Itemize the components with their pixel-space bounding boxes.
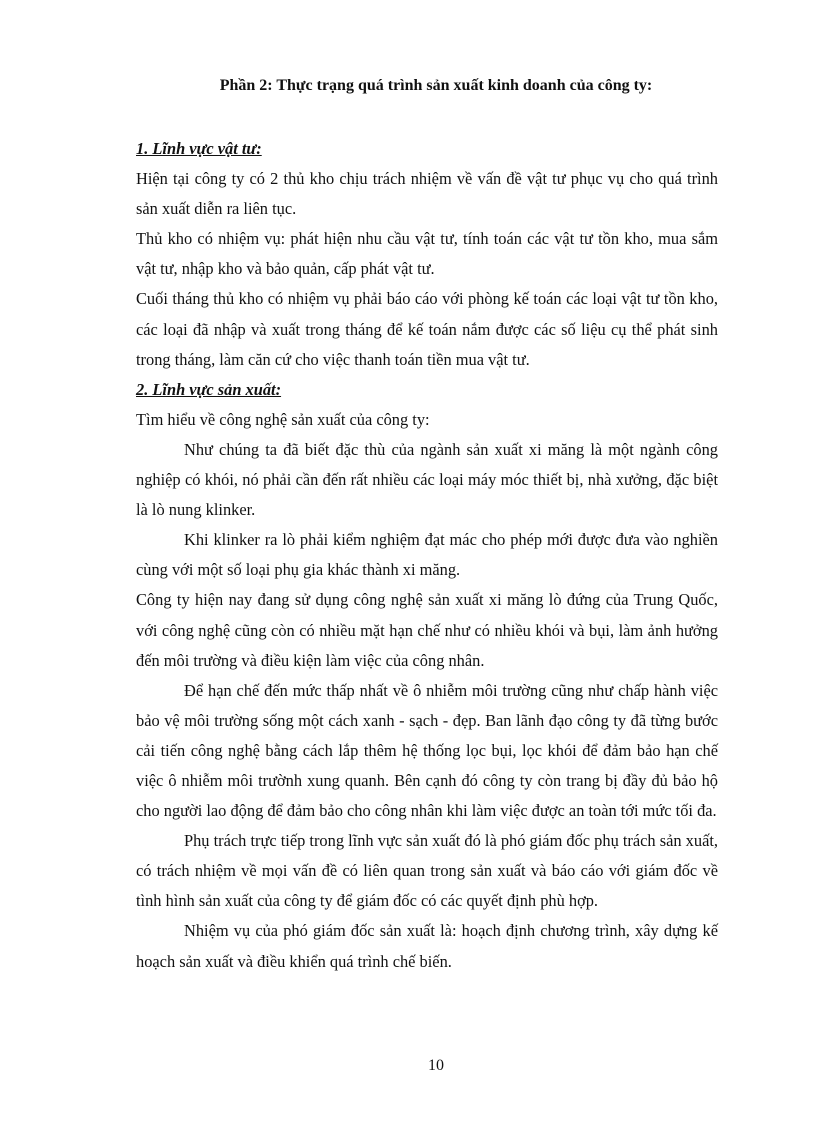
paragraph: Nhiệm vụ của phó giám đốc sản xuất là: hoạch định chương trình, xây dựng kế hoạch sản xuất và điều khiển quá trình chế biến.	[136, 921, 718, 971]
paragraph: Cuối tháng thủ kho có nhiệm vụ phải báo cáo với phòng kế toán các loại vật tư tồn kho, các loại đã nhập và xuất trong tháng để kế toán nắm được các số liệu cụ thể phát sinh trong tháng, làm căn cứ cho việc thanh toán tiền mua vật tư.	[136, 289, 718, 369]
paragraph: Tìm hiểu về công nghệ sản xuất của công ty:	[136, 409, 430, 429]
paragraph: Công ty hiện nay đang sử dụng công nghệ sản xuất xi măng lò đứng của Trung Quốc, với công nghệ cũng còn có nhiều mặt hạn chế như có nhiều khói và bụi, làm ảnh hưởng đến môi trường và điều kiện làm việc của công nhân.	[136, 590, 718, 670]
paragraph: Phụ trách trực tiếp trong lĩnh vực sản xuất đó là phó giám đốc phụ trách sản xuất, có trách nhiệm về mọi vấn đề có liên quan trong sản xuất và báo cáo với giám đốc về tình hình sản xuất của công ty để giám đốc có các quyết định phù hợp.	[136, 831, 718, 911]
page-number: 10	[428, 1057, 444, 1074]
paragraph: Để hạn chế đến mức thấp nhất về ô nhiễm môi trường cũng như chấp hành việc bảo vệ môi trường sống một cách xanh - sạch - đẹp. Ban lãnh đạo công ty đã từng bước cải tiến công nghệ bằng cách lắp thêm hệ thống lọc bụi, lọc khói để đảm bảo hạn chế việc ô nhiễm môi trườnh xung quanh. Bên cạnh đó công ty còn trang bị đầy đủ bảo hộ cho người lao động để đảm bảo cho công nhân khi làm việc được an toàn tới mức tối đa.	[136, 680, 718, 821]
paragraph: Thủ kho có nhiệm vụ: phát hiện nhu cầu vật tư, tính toán các vật tư tồn kho, mua sắm vật tư, nhập kho và bảo quản, cấp phát vật tư.	[136, 229, 718, 279]
section-heading-production: 2. Lĩnh vực sản xuất:	[136, 379, 282, 399]
paragraph: Khi klinker ra lò phải kiểm nghiệm đạt mác cho phép mới được đưa vào nghiền cùng với một số loại phụ gia khác thành xi măng.	[136, 530, 718, 580]
section-heading-materials: 1. Lĩnh vực vật tư:	[136, 139, 262, 158]
paragraph: Như chúng ta đã biết đặc thù của ngành sản xuất xi măng là một ngành công nghiệp có khói, nó phải cần đến rất nhiều các loại máy móc thiết bị, nhà xưởng, đặc biệt là lò nung klinker.	[136, 439, 718, 520]
paragraph: Hiện tại công ty có 2 thủ kho chịu trách nhiệm về vấn đề vật tư phục vụ cho quá trình sản xuất diễn ra liên tục.	[136, 169, 718, 219]
page-title: Phần 2: Thực trạng quá trình sản xuất kinh doanh của công ty:	[219, 77, 653, 94]
document-body	[136, 134, 718, 977]
